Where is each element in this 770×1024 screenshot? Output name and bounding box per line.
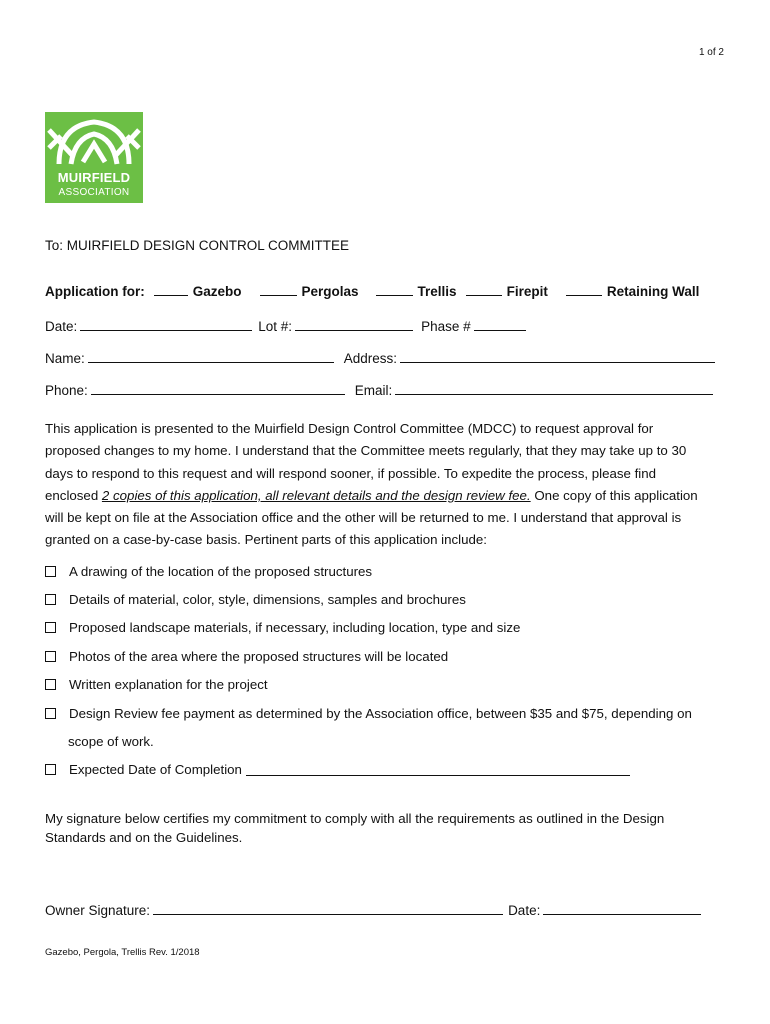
checkbox-icon[interactable] [45,764,56,775]
phone-field[interactable] [91,382,345,395]
signature-paragraph-line: My signature below certifies my commitment to comply with all the requirements as outlined in the Design [45,811,665,826]
checkbox-icon[interactable] [45,594,56,605]
option-firepit: Firepit [506,284,548,299]
date-label: Date: [45,319,78,334]
paragraph-line [45,485,735,507]
option-retaining-wall: Retaining Wall [606,284,700,299]
paragraph-line: proposed changes to my home. I understand that the Committee meets regularly, that they may take up to 30 [45,443,687,459]
checkbox-icon[interactable] [45,651,56,662]
retaining-wall-blank[interactable] [566,283,602,296]
signature-paragraph-line: Standards and on the Guidelines. [45,830,243,845]
paragraph-line: This application is presented to the Muirfield Design Control Committee (MDCC) to request approval for [45,421,654,436]
option-trellis: Trellis [417,284,457,299]
logo-text-association: ASSOCIATION [58,187,130,198]
checklist-continuation: scope of work. [68,734,154,749]
addressee-line: To: MUIRFIELD DESIGN CONTROL COMMITTEE [45,238,350,253]
checklist-label: A drawing of the location of the proposed structures [69,564,373,579]
phone-label: Phone: [45,383,88,398]
name-label: Name: [45,351,85,366]
application-for-label: Application for: [45,284,145,299]
checklist-item[interactable] [45,677,268,692]
phone-email-row [45,382,713,398]
paragraph-text: enclosed [45,487,102,503]
address-label: Address: [343,351,398,366]
checklist-item[interactable] [45,592,466,607]
trellis-blank[interactable] [376,283,413,296]
paragraph-line: granted on a case-by-case basis. Pertinent parts of this application include: [45,532,488,548]
checklist-item[interactable] [45,564,372,579]
email-field[interactable] [395,382,713,395]
checklist-label: Expected Date of Completion [69,762,242,777]
logo-lattice-icon [45,112,143,172]
owner-signature-row [45,902,701,918]
phase-field[interactable] [474,318,526,331]
application-for-row [45,283,699,299]
signature-date-field[interactable] [543,902,701,915]
owner-signature-field[interactable] [153,902,503,915]
lot-label: Lot #: [258,319,293,334]
page-number: 1 of 2 [698,47,724,58]
phase-label: Phase # [421,319,471,334]
option-pergolas: Pergolas [301,284,359,299]
lot-field[interactable] [295,318,413,331]
checkbox-icon[interactable] [45,708,56,719]
date-lot-phase-row [45,318,526,334]
paragraph-line: will be kept on file at the Association office and the other will be returned to me. I understand that approval is [45,510,682,526]
checklist-item[interactable] [45,762,630,777]
gazebo-blank[interactable] [154,283,188,296]
option-gazebo: Gazebo [192,284,242,299]
checkbox-icon[interactable] [45,566,56,577]
checklist-label: Photos of the area where the proposed structures will be located [69,649,449,664]
checklist-label: Design Review fee payment as determined by the Association office, between $35 and $75, depending on [69,706,692,721]
paragraph-text: One copy of this application [530,487,698,503]
address-field[interactable] [400,350,715,363]
completion-date-field[interactable] [246,763,630,776]
revision-footer: Gazebo, Pergola, Trellis Rev. 1/2018 [45,947,200,958]
signature-date-label: Date: [508,903,541,918]
checklist-item[interactable] [45,620,520,635]
paragraph-line: days to respond to this request and will respond sooner, if possible. To expedite the process, please find [45,465,657,481]
signature-paragraph [45,809,664,847]
name-field[interactable] [88,350,334,363]
checkbox-icon[interactable] [45,622,56,633]
checklist-item[interactable] [45,706,692,721]
date-field[interactable] [80,318,252,331]
application-paragraph [45,418,735,552]
checklist-label: Written explanation for the project [69,677,268,692]
checklist-item[interactable] [45,649,448,664]
email-label: Email: [354,383,393,398]
checklist-label: Details of material, color, style, dimensions, samples and brochures [69,592,466,607]
pergolas-blank[interactable] [260,283,297,296]
firepit-blank[interactable] [466,283,502,296]
name-address-row [45,350,715,366]
checklist-label: Proposed landscape materials, if necessary, including location, type and size [69,620,521,635]
enclosed-items-emphasis: 2 copies of this application, all relevant details and the design review fee. [101,487,531,503]
checkbox-icon[interactable] [45,679,56,690]
muirfield-logo [45,112,143,203]
owner-signature-label: Owner Signature: [45,903,151,918]
logo-text-muirfield: MUIRFIELD [57,170,131,185]
